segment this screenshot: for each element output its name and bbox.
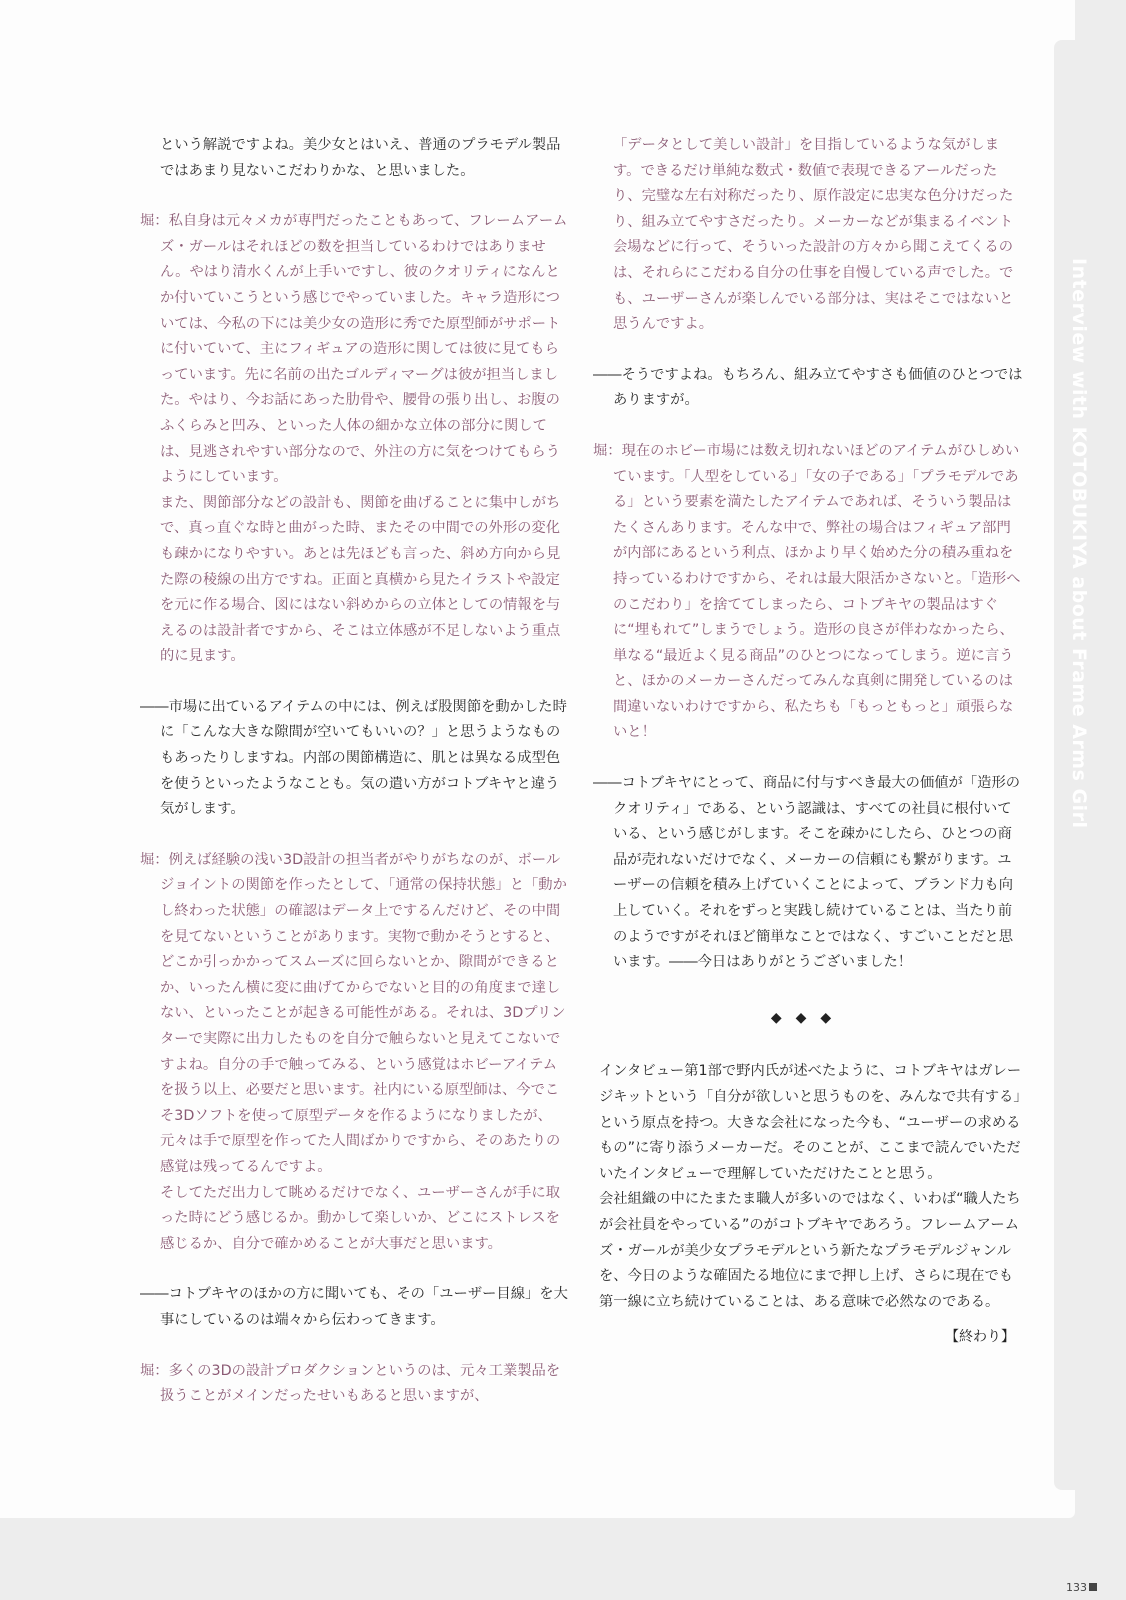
answer-block	[140, 209, 570, 670]
question-block: ――コトブキヤのほかの方に聞いても、その「ユーザー目線」を大事にしているのは端々から伝わってきます。	[140, 1286, 568, 1328]
answer-paragraph: 堀：私自身は元々メカが専門だったこともあって、フレームアームズ・ガールはそれほどの数を担当しているわけではありません。やはり清水くんが上手いですし、彼のクオリティになんとか付いていこうという感じでやっていました。キャラ造形については、今私の下には美少女の造形に秀でた原型師がサポートに付いていて、主にフィギュアの造形に関しては彼に見てもらっています。先に名前の出たゴルディマーグは彼が担当しました。やはり、今お話にあった肋骨や、腰骨の張り出し、お腹のふくらみと凹み、といった人体の細かな立体の部分に関しては、見逃されやすい部分なので、外注の方に気をつけてもらうようにしています。	[140, 213, 568, 486]
question-continuation: という解説ですよね。美少女とはいえ、普通のプラモデル製品ではあまり見ないこだわりかな、と思いました。	[160, 137, 561, 179]
side-tab	[1054, 40, 1126, 1490]
page-number	[1066, 1581, 1097, 1594]
right-column	[593, 133, 1023, 1351]
answer-paragraph: 堀：現在のホビー市場には数え切れないほどのアイテムがひしめいています。「人型をしている」「女の子である」「プラモデルである」という要素を満たしたアイテムであれば、そういう製品はたくさんあります。そんな中で、弊社の場合はフィギュア部門が内部にあるという利点、ほかより早く始めた分の積み重ねを持っているわけですから、それは最大限活かさないと。「造形へのこだわり」を捨ててしまったら、コトブキヤの製品はすぐに“埋もれて”しまうでしょう。造形の良さが伴わなかったら、単なる“最近よく見る商品”のひとつになってしまう。逆に言うと、ほかのメーカーさんだってみんな真剣に開発しているのは間違いないわけですから、私たちも「もっともっと」頑張らないと！	[593, 442, 1021, 741]
section-separator: ◆◆◆	[770, 1009, 846, 1026]
answer-block	[593, 439, 1023, 746]
answer-paragraph: そしてただ出力して眺めるだけでなく、ユーザーさんが手に取った時にどう感じるか。動かして楽しいか、どこにストレスを感じるか、自分で確かめることが大事だと思います。	[160, 1184, 561, 1252]
outro-paragraph: インタビュー第1部で野内氏が述べたように、コトブキヤはガレージキットという「自分が欲しいと思うものを、みんなで共有する」という原点を持つ。大きな会社になった今も、“ユーザーの求めるもの”に寄り添うメーカーだ。そのことが、ここまで読んでいただいたインタビューで理解していただけたことと思う。	[599, 1063, 1022, 1182]
page-number-square	[1089, 1583, 1097, 1591]
answer-continuation	[593, 133, 1023, 338]
answer-paragraph: 「データとして美しい設計」を目指しているような気がします。できるだけ単純な数式・数値で表現できるアールだったり、完璧な左右対称だったり、原作設定に忠実な色分けだったり、組み立てやすさだったり。メーカーなどが集まるイベント会場などに行って、そういった設計の方々から聞こえてくるのは、それらにこだわる自分の仕事を自慢している声でした。でも、ユーザーさんが楽しんでいる部分は、実はそこではないと思うんですよ。	[613, 137, 1014, 333]
question-block: ――市場に出ているアイテムの中には、例えば股関節を動かした時に「こんな大きな隙間が空いてもいいの？」と思うようなものもあったりしますね。内部の関節構造に、肌とは異なる成型色を使うといったようなことも。気の遣い方がコトブキヤと違う気がします。	[140, 698, 567, 818]
side-title: Interview with KOTOBUKIYA about Frame Arms Girl	[1068, 258, 1090, 829]
answer-block	[140, 848, 570, 1258]
page-number-text: 133	[1066, 1581, 1087, 1594]
question-block: ――そうですよね。もちろん、組み立てやすさも価値のひとつではありますが。	[593, 366, 1023, 409]
outro-text	[593, 1059, 1023, 1315]
question-block: ――コトブキヤにとって、商品に付与すべき最大の価値が「造形のクオリティ」である、という認識は、すべての社員に根付いている、という感じがします。そこを疎かにしたら、ひとつの商品が売れないだけでなく、メーカーの信頼にも繋がります。ユーザーの信頼を積み上げていくことによって、ブランド力も向上していく。それをずっと実践し続けていることは、当たり前のようですがそれほど簡単なことではなく、すごいことだと思います。――今日はありがとうございました！	[593, 775, 1021, 971]
answer-paragraph: 堀：例えば経験の浅い3D設計の担当者がやりがちなのが、ボールジョイントの関節を作ったとして、「通常の保持状態」と「動かし終わった状態」の確認はデータ上でするんだけど、その中間を見てないということがあります。実物で動かそうとすると、どこか引っかかってスムーズに回らないとか、隙間ができるとか、いったん横に変に曲げてからでないと目的の角度まで達しない、といったことが起きる可能性がある。それは、3Dプリンターで実際に出力したものを自分で触らないと見えてこないですよね。自分の手で触ってみる、という感覚はホビーアイテムを扱う以上、必要だと思います。社内にいる原型師は、今でこそ3Dソフトを使って原型データを作るようになりましたが、元々は手で原型を作ってた人間ばかりですから、そのあたりの感覚は残ってるんですよ。	[140, 851, 567, 1175]
answer-block	[140, 1359, 570, 1410]
left-column	[140, 133, 570, 1435]
outro-paragraph: 会社組織の中にたまたま職人が多いのではなく、いわば“職人たちが会社員をやっている”のがコトブキヤであろう。フレームアームズ・ガールが美少女プラモデルという新たなプラモデルジャンルを、今日のような確固たる地位にまで押し上げ、さらに現在でも第一線に立ち続けていることは、ある意味で必然なのである。	[599, 1191, 1021, 1310]
answer-paragraph: 堀：多くの3Dの設計プロダクションというのは、元々工業製品を扱うことがメインだったせいもあると思いますが、	[140, 1362, 561, 1405]
end-mark: 【終わり】	[945, 1329, 1015, 1346]
answer-paragraph: また、関節部分などの設計も、関節を曲げることに集中しがちで、真っ直ぐな時と曲がった時、またその中間での外形の変化も疎かになりやすい。あとは先ほども言った、斜め方向から見た際の稜線の出方ですね。正面と真横から見たイラストや設定を元に作る場合、図にはない斜めからの立体としての情報を与えるのは設計者ですから、そこは立体感が不足しないよう重点的に見ます。	[160, 494, 561, 665]
